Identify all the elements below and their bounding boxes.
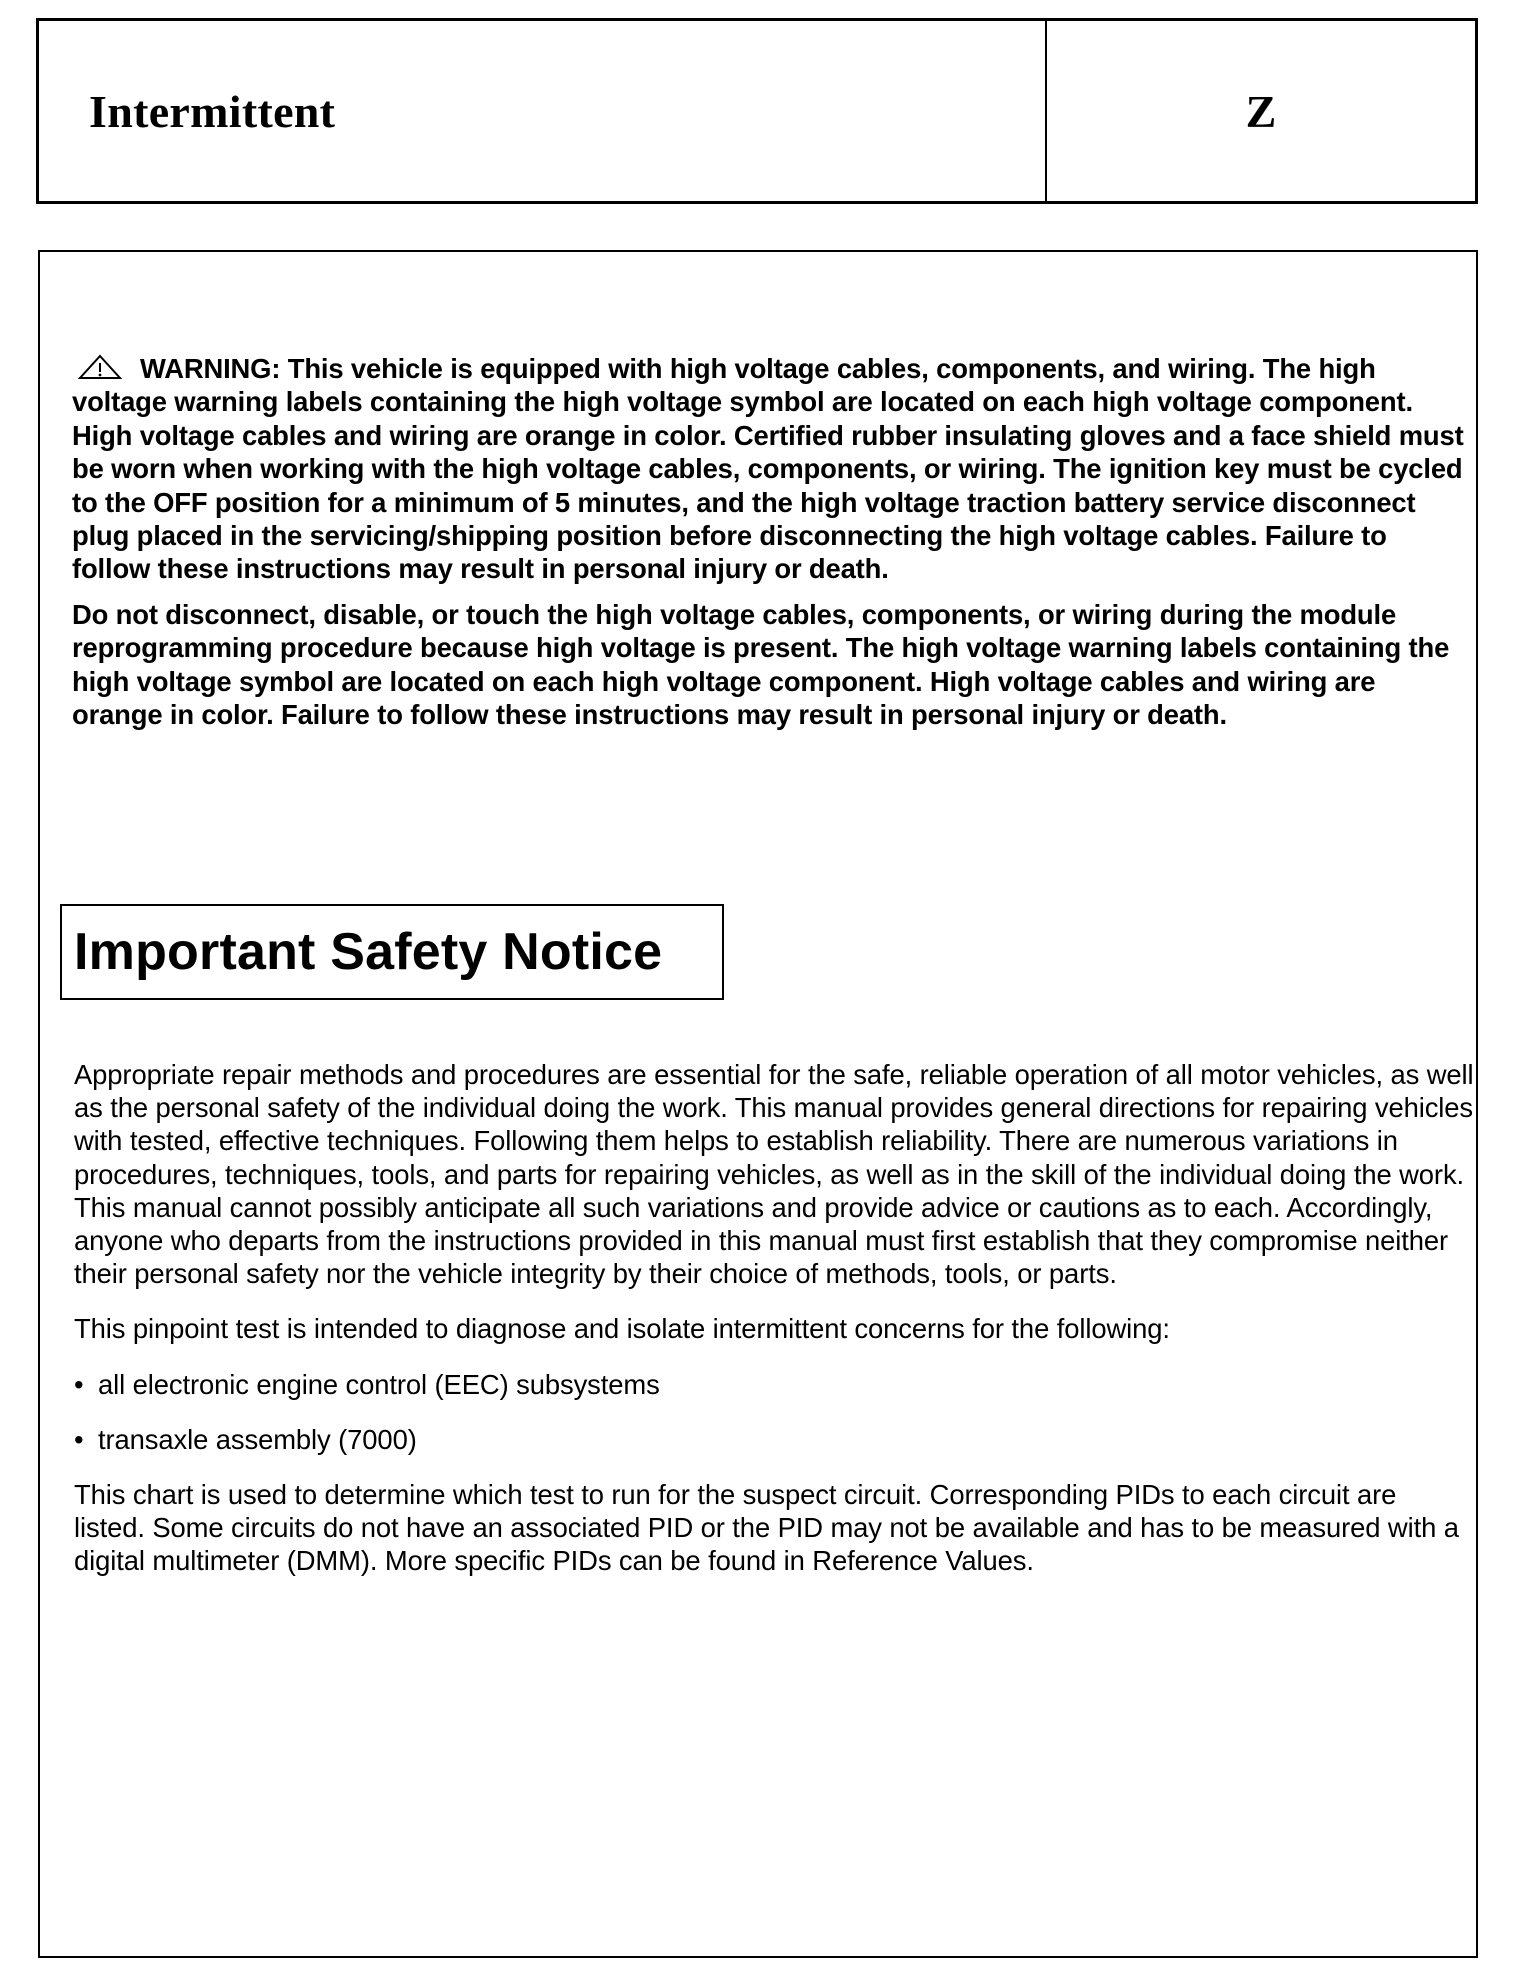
pinpoint-paragraph: This pinpoint test is intended to diagnose and isolate intermittent concerns for the following: <box>74 1313 1170 1345</box>
bullet-mark: • <box>74 1423 84 1455</box>
notice-heading-box <box>60 904 724 1000</box>
intro-paragraph: Appropriate repair methods and procedures are essential for the safe, reliable operation of all motor vehicles, as well as the personal safety of the individual doing the work. This manual provides general directions for repairing vehicles with tested, effective techniques. Following them helps to establish reliability. There are numerous variations in procedures, techniques, tools, and parts for repairing vehicles, as well as in the skill of the individual doing the work. This manual cannot possibly anticipate all such variations and provide advice or cautions as to each. Accordingly, anyone who departs from the instructions provided in this manual must first establish that they compromise neither their personal safety nor the vehicle integrity by their choice of methods, tools, or parts. <box>74 1059 1474 1290</box>
content-box <box>38 250 1478 1958</box>
header-title-cell <box>39 21 1047 201</box>
body-block <box>74 1058 1474 1600</box>
warning-triangle-icon <box>78 354 122 380</box>
list-item-text: all electronic engine control (EEC) subsystems <box>98 1368 660 1400</box>
header-box <box>36 18 1478 204</box>
list-item <box>74 1368 1474 1401</box>
warning-paragraph-2: Do not disconnect, disable, or touch the high voltage cables, components, or wiring during the module reprogramming procedure because high voltage is present. The high voltage warning labels containing the high voltage symbol are located on each high voltage component. High voltage cables and wiring are orange in color. Failure to follow these instructions may result in personal injury or death. <box>72 598 1450 731</box>
chart-note-paragraph: This chart is used to determine which test to run for the suspect circuit. Corresponding PIDs to each circuit are listed. Some circuits do not have an associated PID or the PID may not be available and has to be measured with a digital multimeter (DMM). More specific PIDs can be found in Reference Values. <box>74 1479 1459 1577</box>
notice-heading: Important Safety Notice <box>74 923 663 981</box>
warning-paragraph-1 <box>72 352 1472 586</box>
concern-list <box>74 1368 1474 1456</box>
bullet-mark: • <box>74 1368 84 1400</box>
list-item <box>74 1423 1474 1456</box>
warning-text-1: WARNING: This vehicle is equipped with high voltage cables, components, and wiring. The high voltage warning labels containing the high voltage symbol are located on each high voltage component. High voltage cables and wiring are orange in color. Certified rubber insulating gloves and a face shield must be worn when working with the high voltage cables, components, or wiring. The ignition key must be cycled to the OFF position for a minimum of 5 minutes, and the high voltage traction battery service disconnect plug placed in the servicing/shipping position before disconnecting the high voltage cables. Failure to follow these instructions may result in personal injury or death. <box>72 353 1464 585</box>
section-code: Z <box>1245 85 1277 137</box>
warning-block <box>72 352 1472 743</box>
header-code-cell <box>1047 21 1475 201</box>
page-title: Intermittent <box>89 85 336 137</box>
list-item-text: transaxle assembly (7000) <box>98 1423 417 1455</box>
